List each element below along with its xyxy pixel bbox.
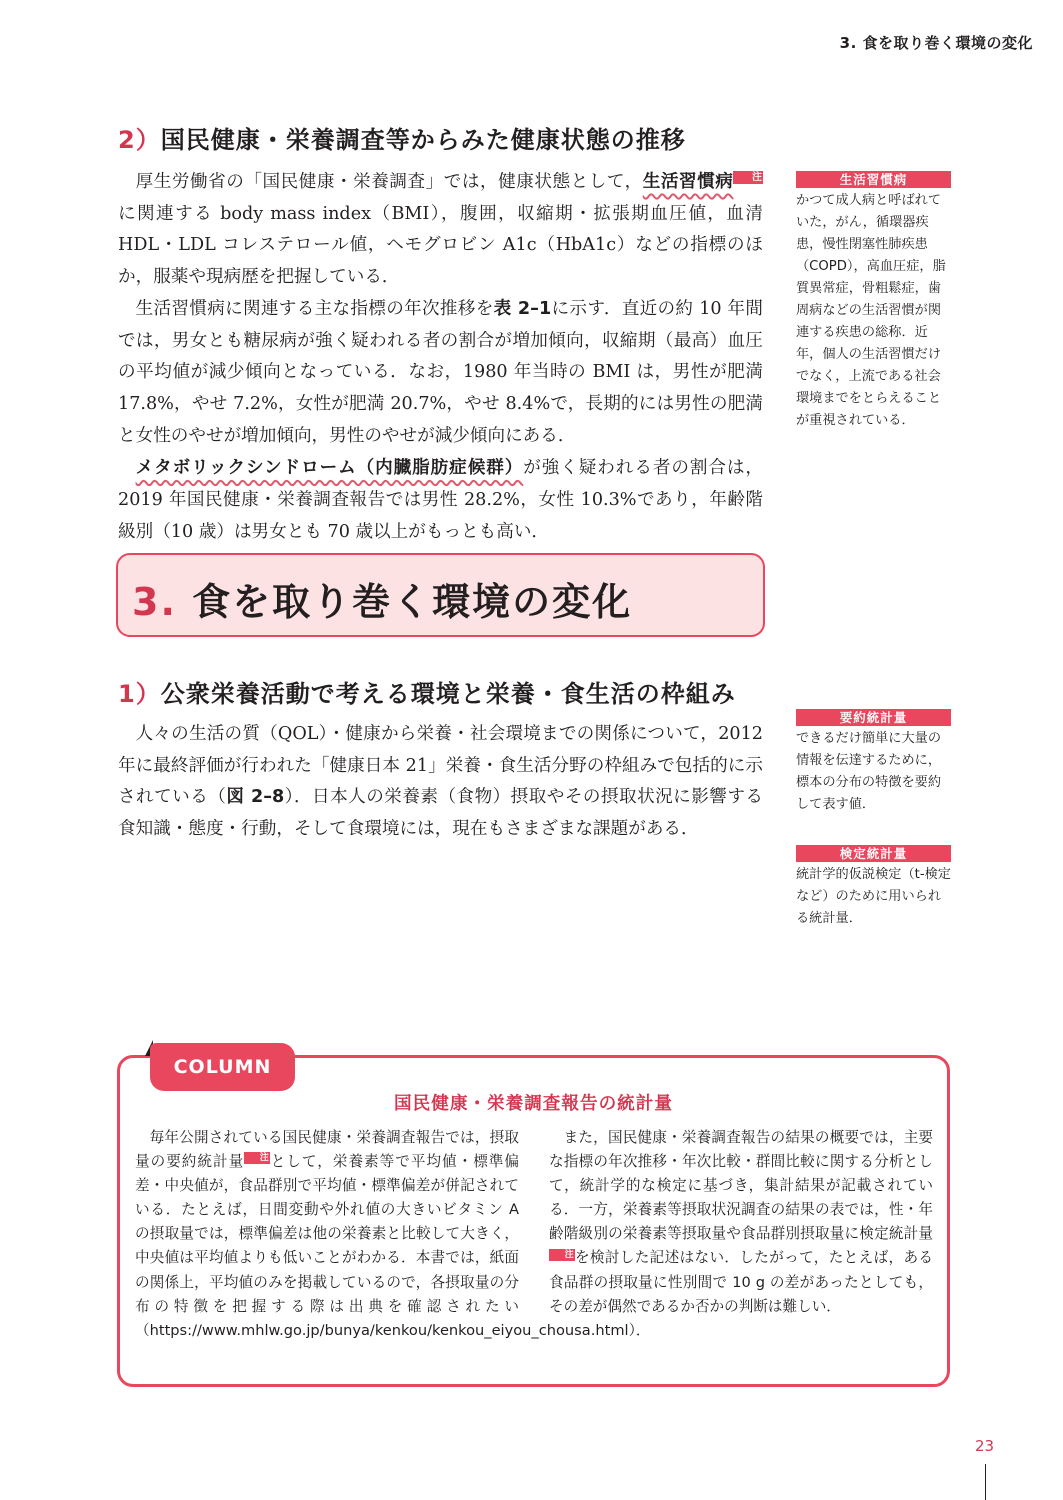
- section-number: 3.: [132, 580, 177, 624]
- side-note-heading: 生活習慣病: [796, 171, 951, 188]
- note-marker: 注: [244, 1152, 270, 1164]
- side-note-heading: 検定統計量: [796, 845, 951, 862]
- note-marker: 注: [549, 1249, 575, 1261]
- subsection-number: 1）: [118, 680, 161, 708]
- body-text-framework: [118, 719, 763, 846]
- side-note-summary-statistics: [796, 709, 951, 816]
- subsection-heading-2: [118, 120, 686, 155]
- side-note-heading: 要約統計量: [796, 709, 951, 726]
- page-number: 23: [975, 1437, 995, 1455]
- subsection-title: 公衆栄養活動で考える環境と栄養・食生活の枠組み: [160, 680, 736, 708]
- side-note-text: かつて成人病と呼ばれていた，がん，循環器疾患，慢性閉塞性肺疾患（COPD），高血圧症，脂質異常症，骨粗鬆症，歯周病などの生活習慣が関連する疾患の総称．近年，個人の生活習慣だけでなく，上流である社会環境までをとらえることが重視されている．: [796, 193, 946, 428]
- section-title: [132, 571, 632, 626]
- figure-reference: 図 2–8: [226, 787, 285, 808]
- section-title-box: [116, 553, 765, 637]
- table-reference: 表 2–1: [493, 298, 552, 319]
- column-text-left: 毎年公開されている国民健康・栄養調査報告では，摂取量の要約統計量 注として，栄養素等で平均値・標準偏差・中央値が，食品群別で平均値・標準偏差が併記されている．たとえば，日間変動や外れ値の大きいビタミン A の摂取量では，標準偏差は他の栄養素と比較して大きく，中央値は平均値よりも低いことがわかる．本書では，紙面の関係上，平均値のみを掲載しているので，各摂取量の分布の特徴を把握する際は出典を確認されたい（https://www.mhlw.go.jp/bunya/kenkou/kenkou_eiyou_chousa.html）．: [135, 1129, 651, 1339]
- keyword-lifestyle-disease: 生活習慣病: [642, 171, 734, 192]
- column-title: 国民健康・栄養調査報告の統計量: [394, 1094, 673, 1114]
- side-note-text: 統計学的仮説検定（t-検定など）のために用いられる統計量．: [796, 867, 951, 926]
- keyword-metabolic-syndrome: メタボリックシンドローム（内臓脂肪症候群）: [135, 457, 524, 479]
- running-head: 3. 食を取り巻く環境の変化: [839, 34, 1033, 52]
- column-text-right: また，国民健康・栄養調査報告の結果の概要では，主要な指標の年次推移・年次比較・群間比較に関する分析として，統計学的な検定に基づき，集計結果が記載されている．一方，栄養素等摂取状況調査の結果の表では，性・年齢階級別の栄養素等摂取量や食品群別摂取量に検定統計量注を検討した記述はない．したがって，たとえば，ある食品群の摂取量に性別間で 10 g の差があったとしても，その差が偶然であるか否かの判断は難しい．: [549, 1129, 933, 1315]
- page-edge-rule: [985, 1464, 986, 1500]
- column-tab: COLUMN: [150, 1043, 295, 1091]
- section-title-text: 食を取り巻く環境の変化: [192, 580, 633, 624]
- side-note-text: できるだけ簡単に大量の情報を伝達するために，標本の分布の特徴を要約して表す値．: [796, 731, 942, 812]
- paragraph: 生活習慣病に関連する主な指標の年次推移を表 2–1に示す．直近の約 10 年間では，男女とも糖尿病が強く疑われる者の割合が増加傾向，収縮期（最高）血圧の平均値が減少傾向となっている．なお，1980 年当時の BMI は，男性が肥満 17.8%，やせ 7.2%，女性が肥満 20.7%，やせ 8.4%で，長期的には男性の肥満と女性のやせが増加傾向，男性のやせが減少傾向にある．: [118, 298, 763, 446]
- side-note-lifestyle-disease: [796, 171, 951, 432]
- side-note-test-statistics: [796, 845, 951, 930]
- paragraph: 厚生労働省の「国民健康・栄養調査」では，健康状態として，生活習慣病 注に関連する body mass index（BMI），腹囲，収縮期・拡張期血圧値，血清 HDL・LDL コレステロール値，ヘモグロビン A1c（HbA1c）などの指標のほか，服薬や現病歴を把握している．: [118, 171, 763, 288]
- paragraph: メタボリックシンドローム（内臓脂肪症候群）が強く疑われる者の割合は，2019 年国民健康・栄養調査報告では男性 28.2%，女性 10.3%であり，年齢階級別（10 歳）は男女とも 70 歳以上がもっとも高い．: [118, 457, 763, 542]
- body-text-health-status: [118, 166, 763, 548]
- subsection-title: 国民健康・栄養調査等からみた健康状態の推移: [160, 126, 686, 154]
- subsection-number: 2）: [118, 126, 161, 154]
- note-marker: 注: [733, 171, 763, 184]
- subsection-heading-1: [118, 674, 736, 709]
- paragraph: 人々の生活の質（QOL）・健康から栄養・社会環境までの関係について，2012 年に最終評価が行われた「健康日本 21」栄養・食生活分野の枠組みで包括的に示されている（図 2–8）．日本人の栄養素（食物）摂取やその摂取状況に影響する食知識・態度・行動，そして食環境には，現在もさまざまな課題がある．: [118, 724, 764, 840]
